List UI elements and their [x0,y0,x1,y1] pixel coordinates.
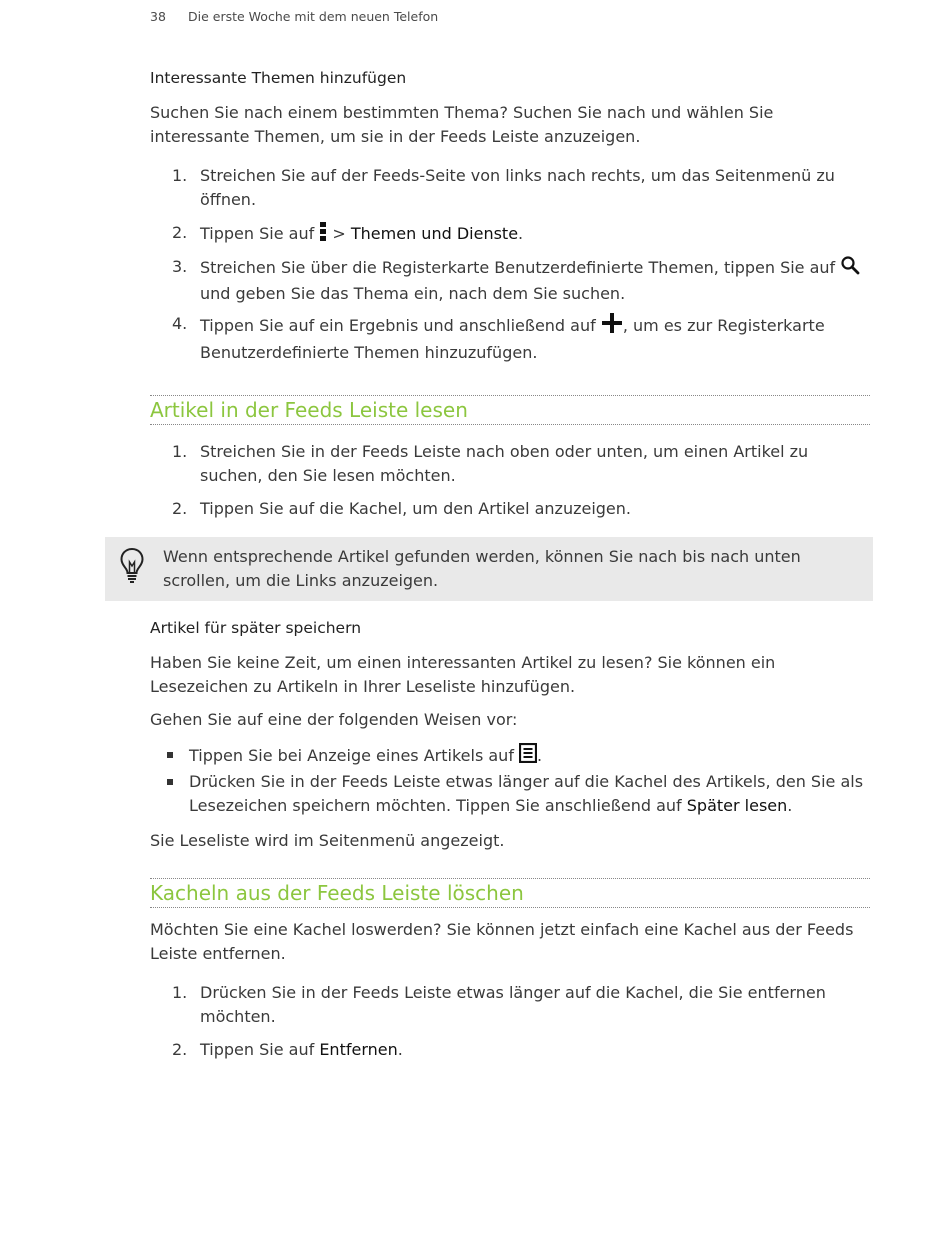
section-divider [150,395,870,396]
bookmark-list-icon [519,743,537,770]
plus-icon [601,312,623,341]
intro-save-later: Haben Sie keine Zeit, um einen interessanten Artikel zu lesen? Sie können ein Lesezeichen zu Artikeln in Ihrer Leseliste hinzufügen. [150,653,776,696]
page-header [150,9,438,24]
intro-delete-tiles: Möchten Sie eine Kachel loswerden? Sie können jetzt einfach eine Kachel aus der Feeds Leiste entfernen. [150,920,854,963]
tip-text: Wenn entsprechende Artikel gefunden werden, können Sie nach bis nach unten scrollen, um die Links anzuzeigen. [163,547,801,590]
reading-list-note: Sie Leseliste wird im Seitenmenü angezeigt. [150,831,505,850]
subtitle-save-later: Artikel für später speichern [150,619,362,637]
page-number: 38 [150,9,166,24]
section-divider [150,424,870,425]
section-divider [150,907,870,908]
intro-add-topics: Suchen Sie nach einem bestimmten Thema? Suchen Sie nach und wählen Sie interessante Themen, um sie in der Feeds Leiste anzuzeigen. [150,103,774,146]
section-title-read-articles: Artikel in der Feeds Leiste lesen [150,398,468,422]
tip-box [105,537,873,601]
bullet [167,752,173,758]
lead-text: Gehen Sie auf eine der folgenden Weisen vor: [150,710,518,729]
lightbulb-icon [119,547,145,587]
section-divider [150,878,870,879]
search-icon [840,255,860,282]
bullet [167,779,173,785]
subtitle-add-topics: Interessante Themen hinzufügen [150,69,407,87]
chapter-title: Die erste Woche mit dem neuen Telefon [188,9,439,24]
section-title-delete-tiles: Kacheln aus der Feeds Leiste löschen [150,881,524,905]
